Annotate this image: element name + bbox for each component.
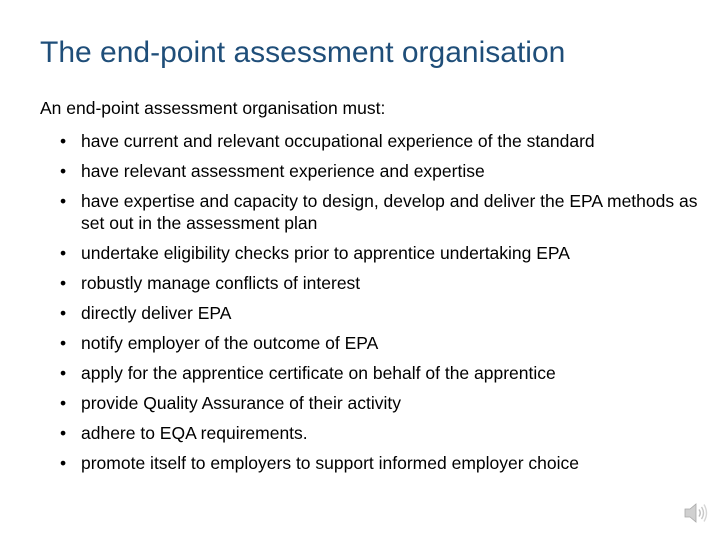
list-item-text: have current and relevant occupational experience of the standard <box>81 131 595 151</box>
list-item <box>60 362 700 384</box>
bullet-dot: • <box>60 363 67 383</box>
list-item-text: notify employer of the outcome of EPA <box>81 333 379 353</box>
list-item <box>60 160 700 182</box>
bullet-dot: • <box>60 303 67 323</box>
list-item <box>60 392 700 414</box>
list-item-text: have expertise and capacity to design, develop and deliver the EPA methods as set out in the assessment plan <box>81 191 698 233</box>
bullet-dot: • <box>60 273 67 293</box>
bullet-dot: • <box>60 131 67 151</box>
list-item-text: apply for the apprentice certificate on behalf of the apprentice <box>81 363 556 383</box>
list-item <box>60 272 700 294</box>
list-item-text: robustly manage conflicts of interest <box>81 273 361 293</box>
list-item-text: provide Quality Assurance of their activity <box>81 393 402 413</box>
bullet-list <box>60 130 700 482</box>
list-item <box>60 302 700 324</box>
slide-title: The end-point assessment organisation <box>40 36 566 69</box>
bullet-dot: • <box>60 333 67 353</box>
list-item <box>60 452 700 474</box>
bullet-dot: • <box>60 161 67 181</box>
list-item <box>60 332 700 354</box>
list-item-text: have relevant assessment experience and expertise <box>81 161 485 181</box>
list-item-text: undertake eligibility checks prior to apprentice undertaking EPA <box>81 243 570 263</box>
bullet-dot: • <box>60 393 67 413</box>
list-item-text: directly deliver EPA <box>81 303 232 323</box>
bullet-dot: • <box>60 243 67 263</box>
bullet-dot: • <box>60 191 67 211</box>
list-item <box>60 190 700 234</box>
list-item <box>60 242 700 264</box>
bullet-dot: • <box>60 453 67 473</box>
intro-text: An end-point assessment organisation must: <box>40 98 386 118</box>
list-item-text: promote itself to employers to support informed employer choice <box>81 453 580 473</box>
bullet-dot: • <box>60 423 67 443</box>
list-item <box>60 422 700 444</box>
speaker-icon[interactable] <box>683 500 709 526</box>
list-item-text: adhere to EQA requirements. <box>81 423 308 443</box>
list-item <box>60 130 700 152</box>
